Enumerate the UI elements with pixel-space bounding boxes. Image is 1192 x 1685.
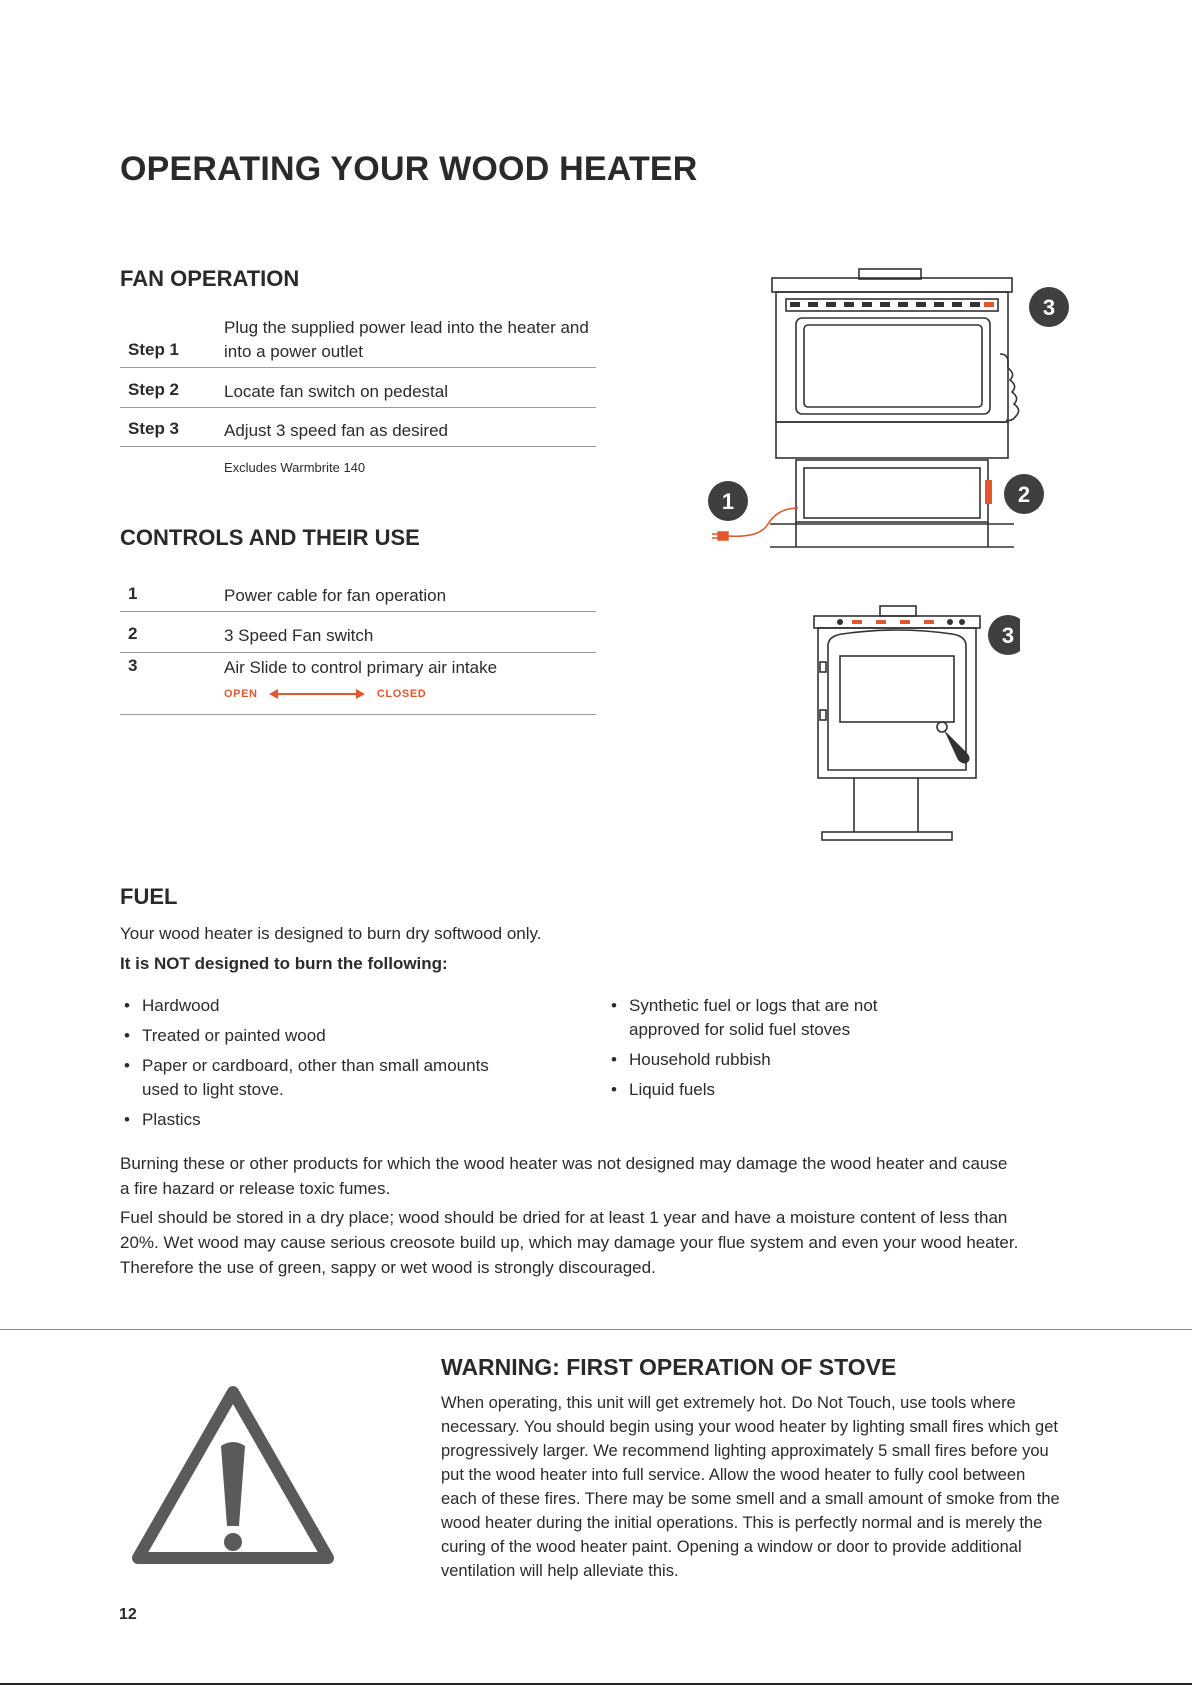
door-frame <box>828 630 966 770</box>
warning-triangle-icon <box>128 1384 338 1568</box>
callout-1 <box>708 481 748 521</box>
callout-3-top <box>1029 287 1069 327</box>
list-item: • Hardwood <box>120 994 500 1018</box>
air-open-label: OPEN <box>224 688 258 700</box>
warning-divider <box>0 1329 1192 1330</box>
warning-body: When operating, this unit will get extremely hot. Do Not Touch, use tools where necessary. You should begin using your wood heater by lighting small fires which get progressively larger. We recommend lighting approximately 5 small fires before you put the wood heater into full service. Allow the wood heater to fully cool between each of these fires. There may be some smell and a small amount of smoke from the wood heater during the initial operations. This is perfectly normal and is merely the curing of the wood heater paint. Opening a window or door to provide additional ventilation will help alleviate this. <box>441 1394 1060 1580</box>
table-divider <box>120 367 596 368</box>
vent-slot <box>790 302 800 307</box>
pedestal <box>796 460 988 522</box>
control-number: 1 <box>128 584 138 603</box>
controls-heading: CONTROLS AND THEIR USE <box>120 525 420 550</box>
fuel-list-left <box>120 994 500 1138</box>
fuel-list-right <box>607 994 947 1108</box>
heater-top <box>772 278 1012 292</box>
ash-lip <box>776 422 1008 458</box>
table-divider <box>120 714 596 715</box>
callout-number: 3 <box>1042 295 1056 320</box>
vent-slot <box>808 302 818 307</box>
fan-note: Excludes Warmbrite 140 <box>224 460 366 475</box>
vent-slot <box>844 302 854 307</box>
page-number: 12 <box>119 1606 137 1623</box>
vent-slot <box>934 302 944 307</box>
heater-pedestal-diagram <box>800 600 1020 845</box>
fuel-paragraph-1: Burning these or other products for which the wood heater was not designed may damage the wood heater and cause a fire hazard or release toxic fumes. <box>120 1154 1008 1198</box>
step-text: Plug the supplied power lead into the heater and into a power outlet <box>224 318 589 361</box>
viewing-window <box>840 656 954 722</box>
list-item: • Treated or painted wood <box>120 1024 500 1048</box>
table-divider <box>120 407 596 408</box>
control-knob <box>959 619 965 625</box>
air-slide-marker <box>876 620 886 624</box>
table-divider <box>120 611 596 612</box>
list-item: • Synthetic fuel or logs that are not approved for solid fuel stoves <box>607 994 947 1042</box>
warning-title: WARNING: FIRST OPERATION OF STOVE <box>441 1354 897 1380</box>
control-text: Power cable for fan operation <box>224 586 447 605</box>
fan-switch-marker <box>985 480 992 504</box>
fuel-intro: Your wood heater is designed to burn dry softwood only. <box>120 924 542 943</box>
control-row <box>120 624 596 648</box>
control-text: Air Slide to control primary air intake <box>224 658 498 677</box>
fuel-not-designed: It is NOT designed to burn the following: <box>120 954 448 973</box>
fan-step-row <box>120 419 596 443</box>
callout-3-bottom <box>988 615 1020 655</box>
page-title: OPERATING YOUR WOOD HEATER <box>120 150 698 188</box>
fan-operation-heading: FAN OPERATION <box>120 266 300 291</box>
list-item: • Paper or cardboard, other than small amounts used to light stove. <box>120 1054 500 1102</box>
heater-body <box>818 628 976 778</box>
control-knob <box>947 619 953 625</box>
air-slide-handle <box>1000 354 1019 421</box>
step-label: Step 2 <box>128 380 180 399</box>
fuel-heading: FUEL <box>120 884 178 909</box>
door-handle-pivot <box>937 722 947 732</box>
control-row <box>120 584 596 608</box>
list-item: • Liquid fuels <box>607 1078 947 1102</box>
vent-slot <box>880 302 890 307</box>
table-divider <box>120 446 596 447</box>
callout-number: 2 <box>1017 482 1031 507</box>
viewing-window <box>804 325 982 407</box>
flue-collar <box>880 606 916 616</box>
table-divider <box>120 652 596 653</box>
control-number: 3 <box>128 656 138 675</box>
vent-slot <box>952 302 962 307</box>
callout-2 <box>1004 474 1044 514</box>
step-label: Step 3 <box>128 419 180 438</box>
callout-number: 3 <box>1001 623 1015 648</box>
air-closed-label: CLOSED <box>376 688 427 700</box>
control-row <box>120 656 596 680</box>
step-text: Locate fan switch on pedestal <box>224 382 448 401</box>
vent-slot <box>862 302 872 307</box>
fan-step-row <box>120 316 596 366</box>
control-text: 3 Speed Fan switch <box>224 626 374 645</box>
air-slide-indicator <box>224 688 426 700</box>
fan-step-row <box>120 380 596 404</box>
door-hinge <box>820 662 826 672</box>
pedestal-drawer <box>804 468 980 518</box>
callout-number: 1 <box>721 489 735 514</box>
base-plate <box>822 832 952 840</box>
air-slide-marker <box>852 620 862 624</box>
double-arrow-icon <box>269 689 365 699</box>
step-text: Adjust 3 speed fan as desired <box>224 421 448 440</box>
power-plug-icon <box>712 532 728 540</box>
step-label: Step 1 <box>128 340 180 359</box>
vent-slot <box>898 302 908 307</box>
air-slide-marker <box>924 620 934 624</box>
door-frame <box>796 318 990 414</box>
air-slide-marker <box>900 620 910 624</box>
vent-slot <box>970 302 980 307</box>
vent-slot <box>826 302 836 307</box>
air-slide-marker <box>984 302 994 307</box>
control-number: 2 <box>128 624 138 643</box>
door-hinge <box>820 710 826 720</box>
fuel-paragraph-2: Fuel should be stored in a dry place; wood should be dried for at least 1 year and have a moisture content of less than 20%. Wet wood may cause serious creosote build up, which may damage your flue system and even your wood heater. Therefore the use of green, sappy or wet wood is strongly discouraged. <box>120 1208 1019 1277</box>
vent-slot <box>916 302 926 307</box>
control-knob <box>837 619 843 625</box>
heater-front-diagram <box>700 262 1070 554</box>
list-item: • Plastics <box>120 1108 500 1132</box>
list-item: • Household rubbish <box>607 1048 947 1072</box>
